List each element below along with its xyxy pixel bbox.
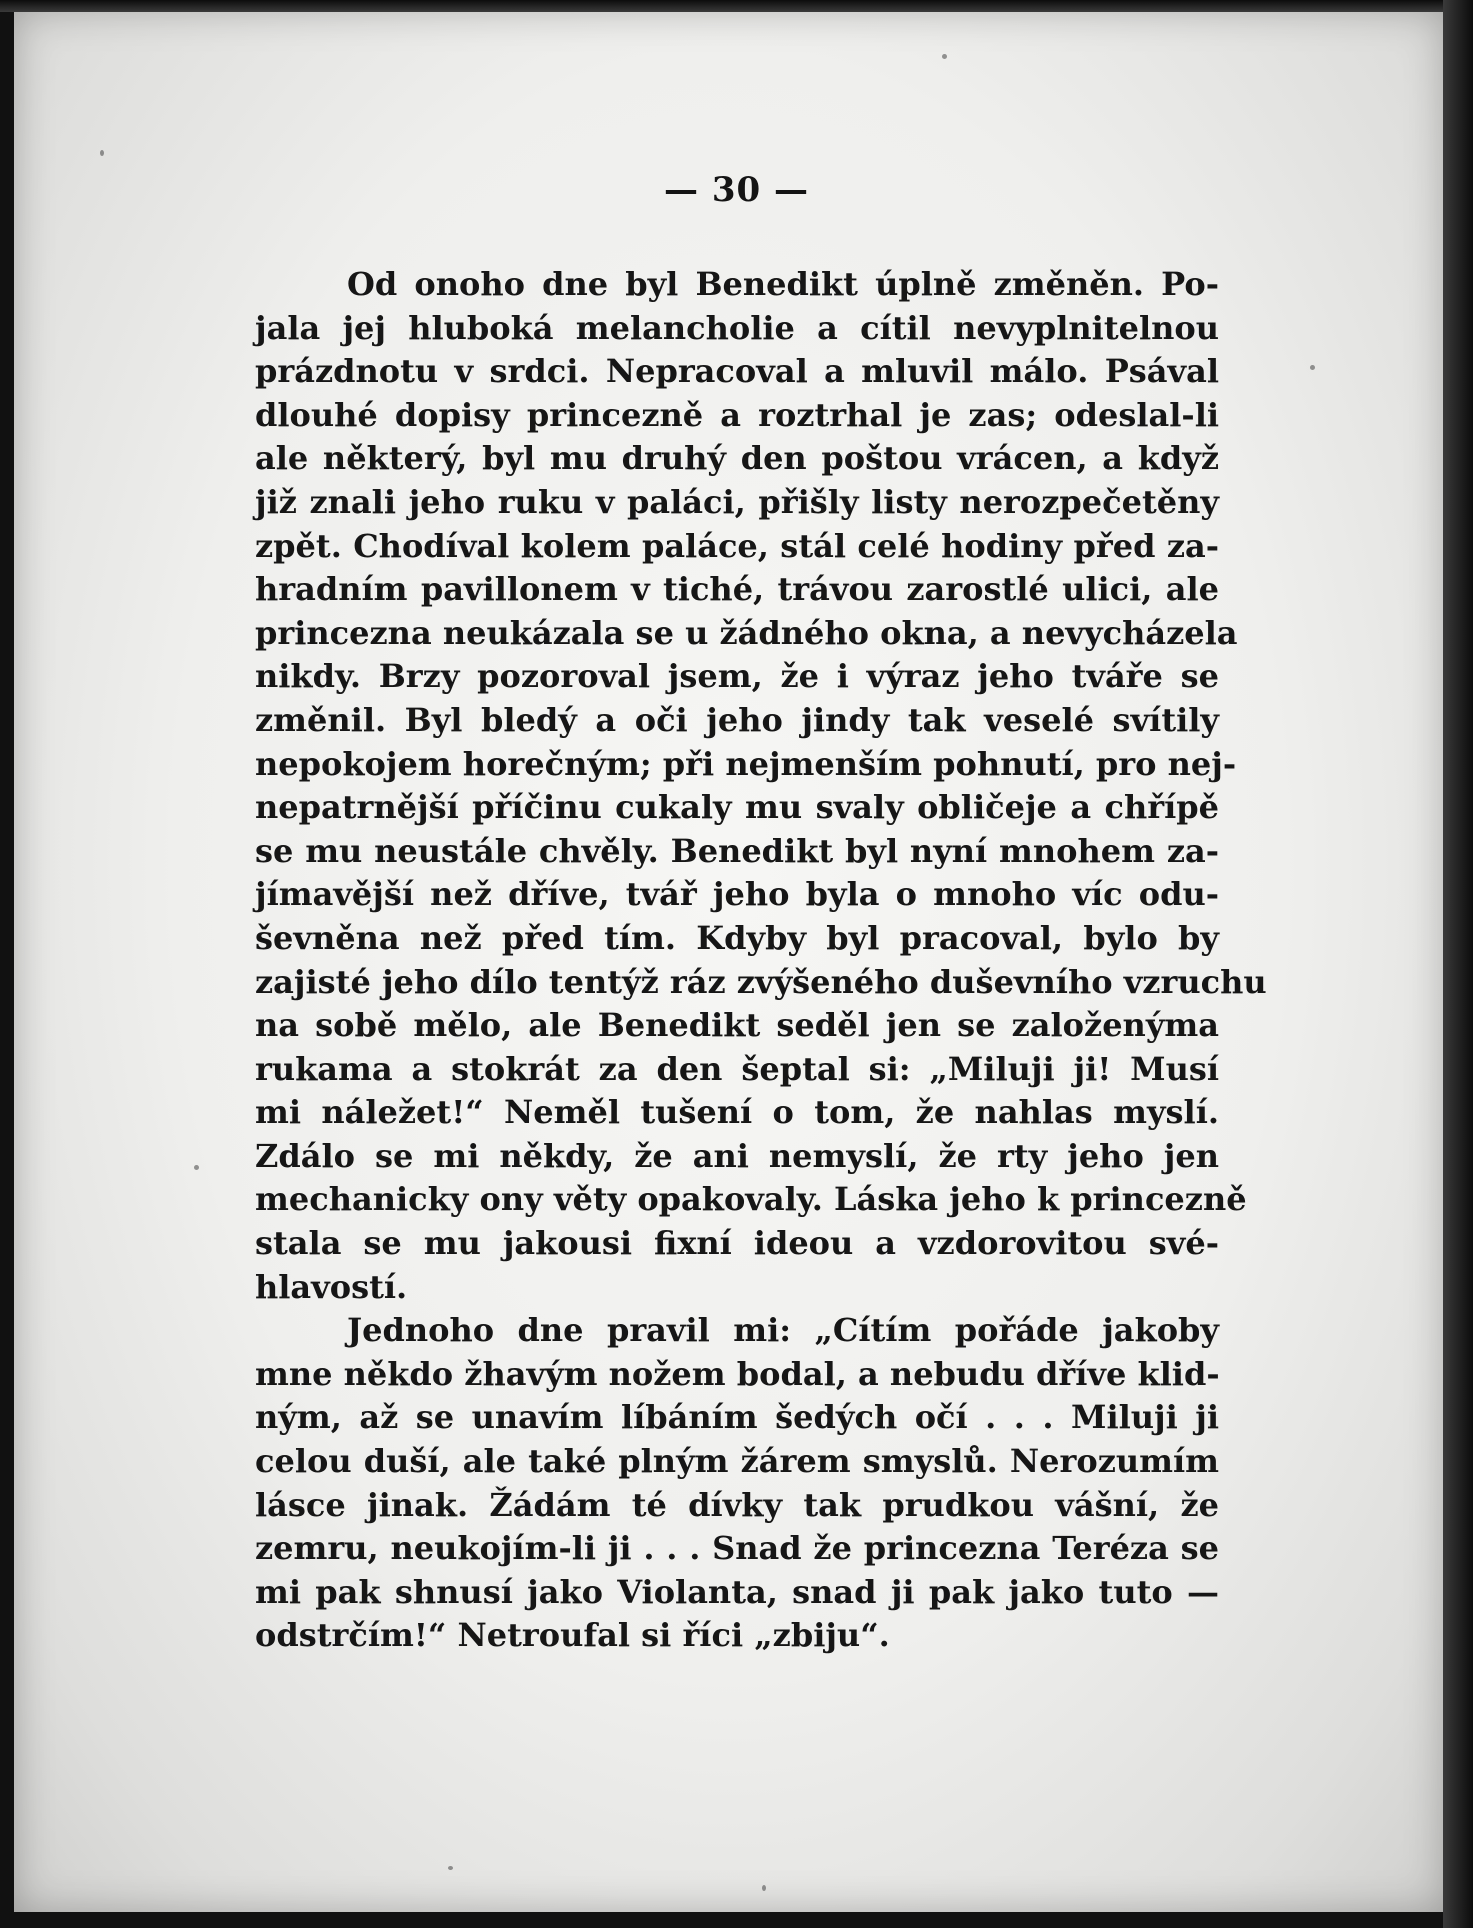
- text-line: odstrčím!“ Netroufal si říci „zbiju“.: [255, 1616, 890, 1655]
- text-line: zemru, neukojím-li ji . . . Snad že princezna Teréza se: [255, 1529, 1219, 1568]
- text-line: zpět. Chodíval kolem paláce, stál celé hodiny před za-: [255, 526, 1219, 565]
- text-line: mechanicky ony věty opakovaly. Láska jeho k princezně: [255, 1180, 1247, 1219]
- text-line: již znali jeho ruku v paláci, přišly listy nerozpečetěny: [255, 482, 1219, 521]
- text-line: ale některý, byl mu druhý den poštou vrácen, a když: [255, 439, 1219, 478]
- text-line: mi náležet!“ Neměl tušení o tom, že nahlas myslí.: [255, 1093, 1219, 1132]
- text-line: nikdy. Brzy pozoroval jsem, že i výraz jeho tváře se: [255, 657, 1219, 696]
- text-line: prázdnotu v srdci. Nepracoval a mluvil málo. Psával: [255, 352, 1219, 391]
- text-line: se mu neustále chvěly. Benedikt byl nyní mnohem za-: [255, 831, 1219, 870]
- paragraph-1: [255, 263, 1267, 1309]
- paper-speck: [1310, 365, 1315, 370]
- text-line: celou duší, ale také plným žárem smyslů. Nerozumím: [255, 1442, 1219, 1481]
- text-line: jala jej hluboká melancholie a cítil nevyplnitelnou: [255, 308, 1219, 347]
- text-line: rukama a stokrát za den šeptal si: „Miluji ji! Musí: [255, 1049, 1219, 1088]
- scan-edge-right: [1443, 0, 1473, 1928]
- paper-speck: [194, 1165, 199, 1170]
- paper-speck: [762, 1885, 766, 1891]
- text-line: nepokojem horečným; při nejmenším pohnutí, pro nej-: [255, 744, 1237, 783]
- text-line: princezna neukázala se u žádného okna, a nevycházela: [255, 613, 1238, 652]
- paper-speck: [100, 150, 104, 156]
- text-line: lásce jinak. Žádám té dívky tak prudkou vášní, že: [255, 1485, 1219, 1524]
- page-number: — 30 —: [664, 170, 809, 210]
- text-line: nepatrnější příčinu cukaly mu svaly obličeje a chřípě: [255, 788, 1219, 827]
- text-line: mne někdo žhavým nožem bodal, a nebudu dříve klid-: [255, 1354, 1220, 1393]
- scan-edge-top: [0, 0, 1473, 12]
- text-line: hlavostí.: [255, 1267, 408, 1306]
- text-line: změnil. Byl bledý a oči jeho jindy tak veselé svítily: [255, 700, 1219, 739]
- text-line: Jednoho dne pravil mi: „Cítím pořáde jakoby: [347, 1311, 1219, 1350]
- text-line: stala se mu jakousi fixní ideou a vzdorovitou své-: [255, 1224, 1219, 1263]
- body-text: [255, 263, 1267, 1658]
- text-line: ným, až se unavím líbáním šedých očí . . . Miluji ji: [255, 1398, 1219, 1437]
- text-line: zajisté jeho dílo tentýž ráz zvýšeného duševního vzruchu: [255, 962, 1267, 1001]
- text-line: jímavější než dříve, tvář jeho byla o mnoho víc odu-: [255, 875, 1219, 914]
- text-line: Od onoho dne byl Benedikt úplně změněn. Po-: [347, 265, 1219, 303]
- text-line: dlouhé dopisy princezně a roztrhal je zas; odeslal-li: [255, 395, 1219, 434]
- text-line: mi pak shnusí jako Violanta, snad ji pak jako tuto —: [255, 1572, 1219, 1611]
- paper-speck: [942, 54, 947, 59]
- text-line: Zdálo se mi někdy, že ani nemyslí, že rty jeho jen: [255, 1136, 1219, 1175]
- text-line: ševněna než před tím. Kdyby byl pracoval, bylo by: [255, 918, 1219, 957]
- text-line: na sobě mělo, ale Benedikt seděl jen se založenýma: [255, 1006, 1219, 1045]
- paper-speck: [448, 1866, 453, 1870]
- paragraph-2: [255, 1309, 1219, 1658]
- text-line: hradním pavillonem v tiché, trávou zarostlé ulici, ale: [255, 570, 1219, 609]
